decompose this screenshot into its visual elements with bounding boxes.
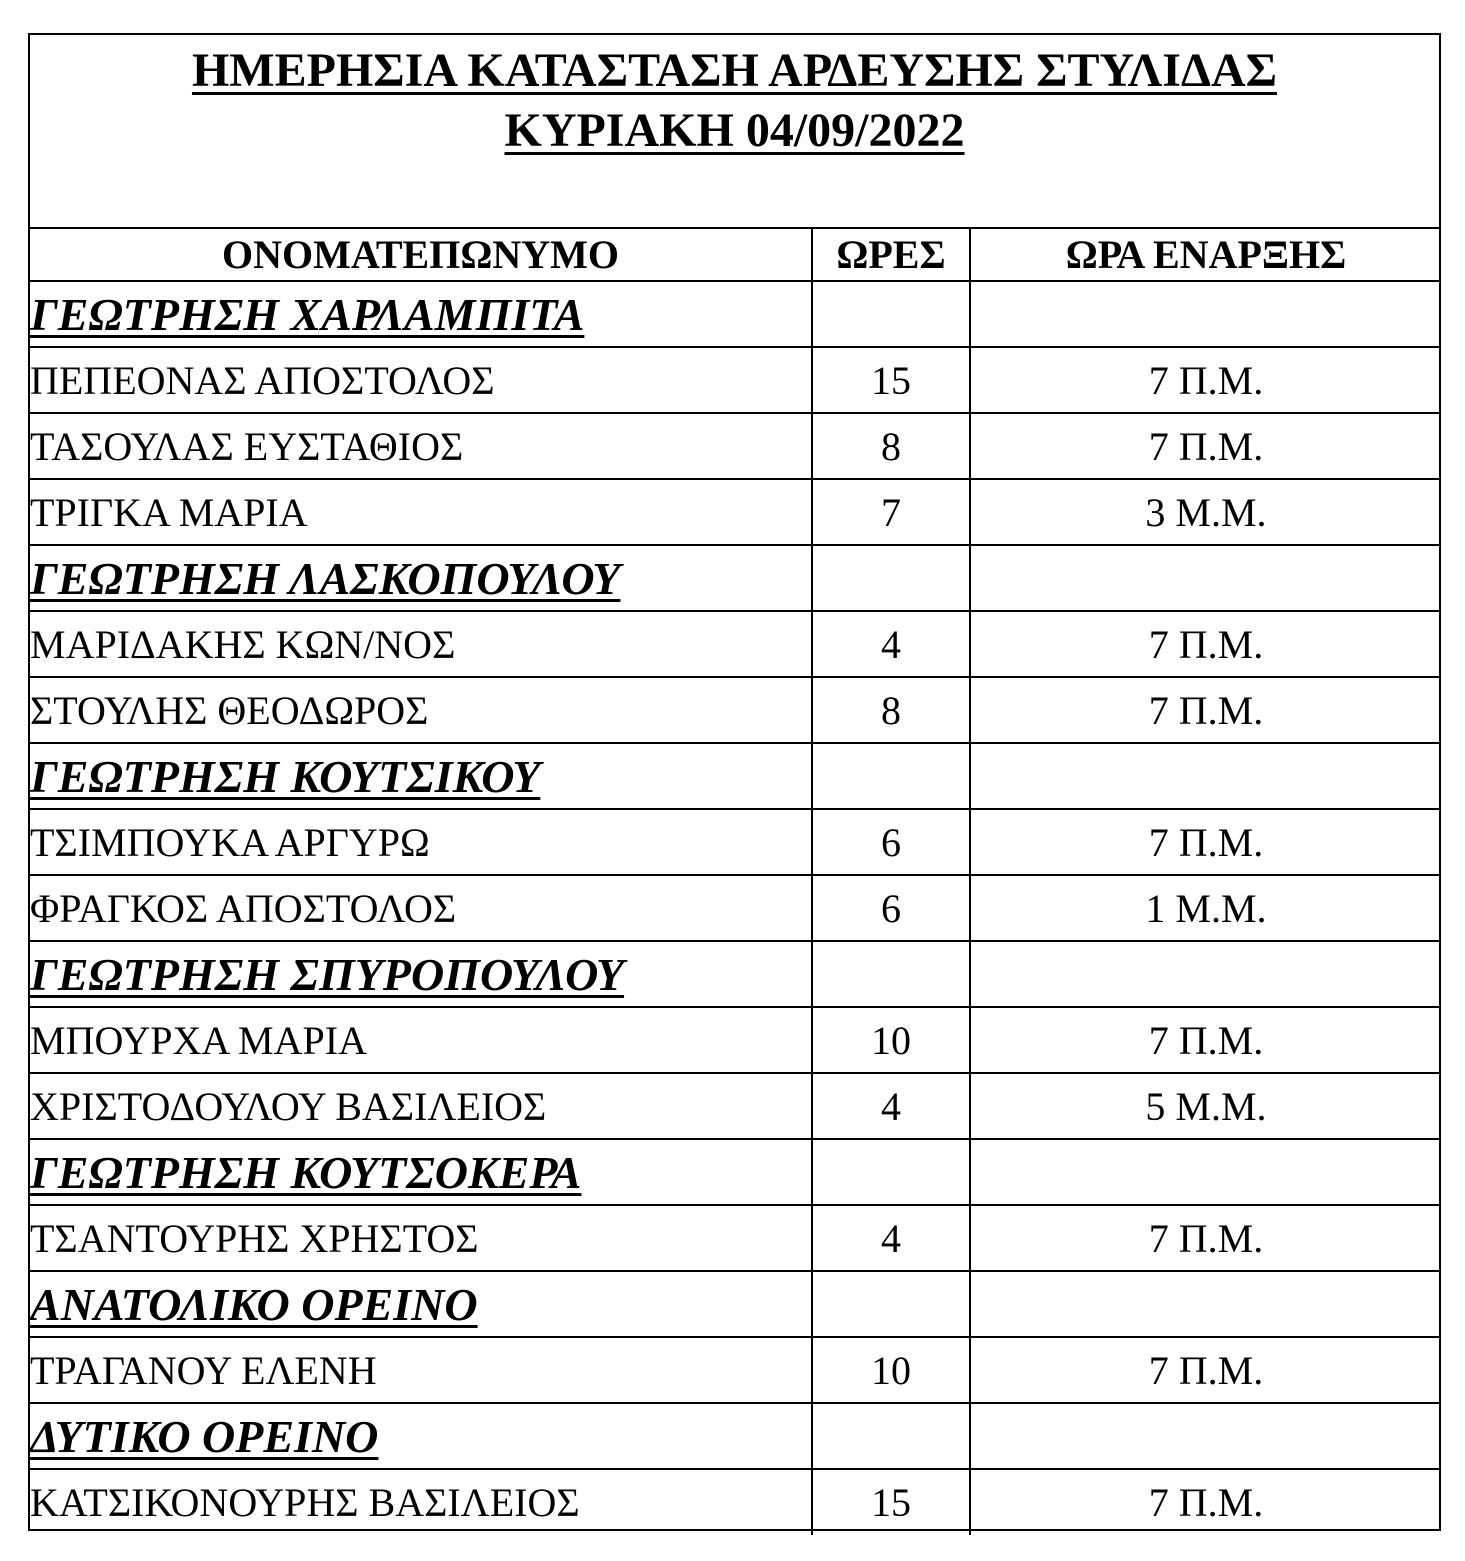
group-row bbox=[30, 941, 1441, 1007]
group-title: ΑΝΑΤΟΛΙΚΟ ΟΡΕΙΝΟ bbox=[30, 1271, 812, 1337]
group-start-cell bbox=[970, 941, 1441, 1007]
person-name: ΤΡΙΓΚΑ ΜΑΡΙΑ bbox=[30, 479, 812, 545]
start-time-value: 7 Π.Μ. bbox=[970, 1337, 1441, 1403]
start-time-value: 7 Π.Μ. bbox=[970, 347, 1441, 413]
group-hours-cell bbox=[812, 1271, 970, 1337]
start-time-value: 1 Μ.Μ. bbox=[970, 875, 1441, 941]
group-row bbox=[30, 281, 1441, 347]
irrigation-table bbox=[30, 229, 1441, 1535]
table-row bbox=[30, 677, 1441, 743]
start-time-value: 5 Μ.Μ. bbox=[970, 1073, 1441, 1139]
group-title: ΓΕΩΤΡΗΣΗ ΚΟΥΤΣΟΚΕΡΑ bbox=[30, 1139, 812, 1205]
group-start-cell bbox=[970, 1403, 1441, 1469]
group-start-cell bbox=[970, 1139, 1441, 1205]
start-time-value: 7 Π.Μ. bbox=[970, 1205, 1441, 1271]
person-name: ΜΠΟΥΡΧΑ ΜΑΡΙΑ bbox=[30, 1007, 812, 1073]
table-header-row bbox=[30, 229, 1441, 281]
group-title: ΔΥΤΙΚΟ ΟΡΕΙΝΟ bbox=[30, 1403, 812, 1469]
group-start-cell bbox=[970, 1271, 1441, 1337]
group-row bbox=[30, 1139, 1441, 1205]
hours-value: 4 bbox=[812, 611, 970, 677]
title-block bbox=[30, 35, 1439, 229]
person-name: ΤΡΑΓΑΝΟΥ ΕΛΕΝΗ bbox=[30, 1337, 812, 1403]
group-row bbox=[30, 1403, 1441, 1469]
hours-value: 10 bbox=[812, 1007, 970, 1073]
start-time-value: 7 Π.Μ. bbox=[970, 413, 1441, 479]
group-hours-cell bbox=[812, 941, 970, 1007]
person-name: ΧΡΙΣΤΟΔΟΥΛΟΥ ΒΑΣΙΛΕΙΟΣ bbox=[30, 1073, 812, 1139]
table-row bbox=[30, 347, 1441, 413]
person-name: ΣΤΟΥΛΗΣ ΘΕΟΔΩΡΟΣ bbox=[30, 677, 812, 743]
group-hours-cell bbox=[812, 1139, 970, 1205]
table-row bbox=[30, 809, 1441, 875]
person-name: ΜΑΡΙΔΑΚΗΣ ΚΩΝ/ΝΟΣ bbox=[30, 611, 812, 677]
person-name: ΤΣΑΝΤΟΥΡΗΣ ΧΡΗΣΤΟΣ bbox=[30, 1205, 812, 1271]
hours-value: 10 bbox=[812, 1337, 970, 1403]
column-header-start-time: ΩΡΑ ΕΝΑΡΞΗΣ bbox=[970, 229, 1441, 281]
start-time-value: 7 Π.Μ. bbox=[970, 1007, 1441, 1073]
group-title: ΓΕΩΤΡΗΣΗ ΛΑΣΚΟΠΟΥΛΟΥ bbox=[30, 545, 812, 611]
document-date: ΚΥΡΙΑΚΗ 04/09/2022 bbox=[504, 104, 965, 157]
group-title: ΓΕΩΤΡΗΣΗ ΣΠΥΡΟΠΟΥΛΟΥ bbox=[30, 941, 812, 1007]
hours-value: 4 bbox=[812, 1073, 970, 1139]
table-row bbox=[30, 1073, 1441, 1139]
hours-value: 15 bbox=[812, 1469, 970, 1535]
group-title: ΓΕΩΤΡΗΣΗ ΚΟΥΤΣΙΚΟΥ bbox=[30, 743, 812, 809]
start-time-value: 7 Π.Μ. bbox=[970, 809, 1441, 875]
group-hours-cell bbox=[812, 545, 970, 611]
group-start-cell bbox=[970, 545, 1441, 611]
hours-value: 6 bbox=[812, 875, 970, 941]
group-row bbox=[30, 743, 1441, 809]
hours-value: 8 bbox=[812, 677, 970, 743]
person-name: ΤΑΣΟΥΛΑΣ ΕΥΣΤΑΘΙΟΣ bbox=[30, 413, 812, 479]
table-row bbox=[30, 1007, 1441, 1073]
column-header-name: ΟΝΟΜΑΤΕΠΩΝΥΜΟ bbox=[30, 229, 812, 281]
person-name: ΠΕΠΕΟΝΑΣ ΑΠΟΣΤΟΛΟΣ bbox=[30, 347, 812, 413]
table-row bbox=[30, 1205, 1441, 1271]
start-time-value: 7 Π.Μ. bbox=[970, 677, 1441, 743]
group-hours-cell bbox=[812, 281, 970, 347]
hours-value: 6 bbox=[812, 809, 970, 875]
start-time-value: 7 Π.Μ. bbox=[970, 611, 1441, 677]
hours-value: 8 bbox=[812, 413, 970, 479]
document-title: ΗΜΕΡΗΣΙΑ ΚΑΤΑΣΤΑΣΗ ΑΡΔΕΥΣΗΣ ΣΤΥΛΙΔΑΣ bbox=[191, 44, 1278, 97]
table-row bbox=[30, 479, 1441, 545]
group-start-cell bbox=[970, 743, 1441, 809]
start-time-value: 7 Π.Μ. bbox=[970, 1469, 1441, 1535]
table-row bbox=[30, 1337, 1441, 1403]
person-name: ΦΡΑΓΚΟΣ ΑΠΟΣΤΟΛΟΣ bbox=[30, 875, 812, 941]
start-time-value: 3 Μ.Μ. bbox=[970, 479, 1441, 545]
person-name: ΚΑΤΣΙΚΟΝΟΥΡΗΣ ΒΑΣΙΛΕΙΟΣ bbox=[30, 1469, 812, 1535]
group-row bbox=[30, 545, 1441, 611]
hours-value: 7 bbox=[812, 479, 970, 545]
hours-value: 4 bbox=[812, 1205, 970, 1271]
group-start-cell bbox=[970, 281, 1441, 347]
group-hours-cell bbox=[812, 1403, 970, 1469]
group-title: ΓΕΩΤΡΗΣΗ ΧΑΡΛΑΜΠΙΤΑ bbox=[30, 281, 812, 347]
group-hours-cell bbox=[812, 743, 970, 809]
table-row bbox=[30, 1469, 1441, 1535]
hours-value: 15 bbox=[812, 347, 970, 413]
group-row bbox=[30, 1271, 1441, 1337]
table-row bbox=[30, 875, 1441, 941]
column-header-hours: ΩΡΕΣ bbox=[812, 229, 970, 281]
table-row bbox=[30, 611, 1441, 677]
irrigation-schedule-sheet bbox=[28, 33, 1441, 1531]
person-name: ΤΣΙΜΠΟΥΚΑ ΑΡΓΥΡΩ bbox=[30, 809, 812, 875]
table-row bbox=[30, 413, 1441, 479]
